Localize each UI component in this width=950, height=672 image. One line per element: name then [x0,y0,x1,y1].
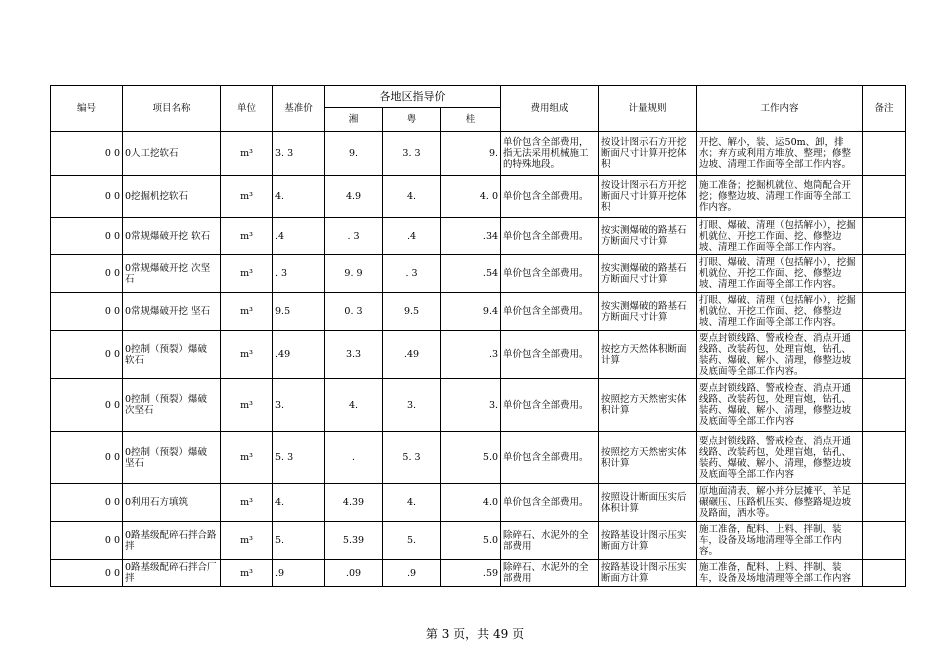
cell-rule: 按实测爆破的路基石方断面尺寸计算 [599,255,697,293]
cell-work: 打眼、爆破、清理（包括解小），挖掘机就位、开挖工作面、挖、修整边坡、清理工作面等全部工作内容。 [697,255,863,293]
cell-unit: m³ [221,432,273,484]
cell-xiang: 9. 9 [325,255,383,293]
cell-gui: 3. [441,379,501,432]
cell-cost: 单价包含全部费用。 [501,255,599,293]
cell-cost: 单价包含全部费用。 [501,379,599,432]
cell-yue: 4. [383,484,441,522]
cell-code: 0 0 [51,132,123,176]
cell-xiang: 0. 3 [325,293,383,331]
cell-unit: m³ [221,522,273,560]
cell-gui: .34 [441,218,501,255]
cell-xiang: 3.3 [325,331,383,379]
cell-rule: 按挖方天然体积断面计算 [599,331,697,379]
cell-base-price: 9.5 [273,293,325,331]
cell-rule: 按照挖方天然密实体积计算 [599,379,697,432]
cell-code: 0 0 [51,293,123,331]
table-row [51,132,906,176]
cell-base-price: .4 [273,218,325,255]
cell-gui: 4.0 [441,484,501,522]
cell-cost: 单价包含全部费用。 [501,331,599,379]
cell-unit: m³ [221,176,273,218]
cell-name: 0常规爆破开挖 软石 [123,218,221,255]
cell-xiang: 4.39 [325,484,383,522]
cell-note [863,255,906,293]
cell-base-price: .9 [273,560,325,587]
header-note: 备注 [863,86,906,132]
cell-note [863,522,906,560]
header-work: 工作内容 [697,86,863,132]
cell-name: 0利用石方填筑 [123,484,221,522]
table-row [51,293,906,331]
cell-name: 0挖掘机挖软石 [123,176,221,218]
cell-base-price: 3. [273,379,325,432]
cell-base-price: 5. 3 [273,432,325,484]
cell-code: 0 0 [51,484,123,522]
cell-unit: m³ [221,255,273,293]
cell-yue: 4. [383,176,441,218]
cell-gui: 9.4 [441,293,501,331]
cell-note [863,484,906,522]
cell-xiang: 5.39 [325,522,383,560]
cell-name: 0控制（预裂）爆破 次坚石 [123,379,221,432]
cell-note [863,132,906,176]
cell-base-price: 4. [273,484,325,522]
cell-gui: 9. [441,132,501,176]
cell-code: 0 0 [51,379,123,432]
cell-xiang: 4.9 [325,176,383,218]
table-row [51,331,906,379]
cell-xiang: 4. [325,379,383,432]
cell-work: 开挖、解小，装、运50m、卸，排水；弃方或利用方堆放、整理；修整边坡、清理工作面等全部工作内容。 [697,132,863,176]
header-rule: 计量规则 [599,86,697,132]
cell-name: 0路基级配碎石拌合路拌 [123,522,221,560]
cell-work: 原地面清表、解小并分层摊平、羊足碾碾压、压路机压实、修整路堤边坡及路面，洒水等。 [697,484,863,522]
cell-yue: . 3 [383,255,441,293]
cell-yue: .49 [383,331,441,379]
cell-rule: 按照挖方天然密实体积计算 [599,432,697,484]
header-base-price: 基准价 [273,86,325,132]
table-row [51,218,906,255]
cell-yue: .9 [383,560,441,587]
cell-work: 施工准备；挖掘机就位、炮筒配合开挖；修整边坡、清理工作面等全部工作内容。 [697,176,863,218]
cell-code: 0 0 [51,255,123,293]
page-footer: 第 3 页，共 49 页 [425,627,525,641]
header-gui: 桂 [441,108,501,132]
cell-base-price: 4. [273,176,325,218]
cell-note [863,176,906,218]
cell-xiang: . [325,432,383,484]
cell-code: 0 0 [51,432,123,484]
cell-note [863,293,906,331]
cell-gui: 5.0 [441,522,501,560]
header-yue: 粤 [383,108,441,132]
table-row [51,379,906,432]
cell-rule: 按路基设计图示压实断面方计算 [599,560,697,587]
cell-yue: 3. [383,379,441,432]
cell-name: 0控制（预裂）爆破 坚石 [123,432,221,484]
cell-unit: m³ [221,560,273,587]
cell-note [863,379,906,432]
cell-gui: .54 [441,255,501,293]
cell-name: 0路基级配碎石拌合厂拌 [123,560,221,587]
cell-cost: 单价包含全部费用。 [501,432,599,484]
cell-gui: 4. 0 [441,176,501,218]
header-cost: 费用组成 [501,86,599,132]
cell-cost: 单价包含全部费用。 [501,176,599,218]
table-row [51,522,906,560]
cell-work: 打眼、爆破、清理（包括解小），挖掘机就位、开挖工作面、挖、修整边坡、清理工作面等全部工作内容。 [697,218,863,255]
header-unit: 单位 [221,86,273,132]
cell-base-price: .49 [273,331,325,379]
cell-note [863,432,906,484]
cell-yue: 3. 3 [383,132,441,176]
cell-unit: m³ [221,293,273,331]
cell-gui: 5.0 [441,432,501,484]
cell-yue: 5. [383,522,441,560]
cell-code: 0 0 [51,176,123,218]
header-name: 项目名称 [123,86,221,132]
table-row [51,255,906,293]
table-row [51,432,906,484]
cell-note [863,218,906,255]
cell-cost: 单价包含全部费用，指无法采用机械施工的特殊地段。 [501,132,599,176]
cell-yue: 9.5 [383,293,441,331]
cell-xiang: 9. [325,132,383,176]
cell-code: 0 0 [51,522,123,560]
table-row [51,484,906,522]
cell-name: 0常规爆破开挖 坚石 [123,293,221,331]
cell-base-price: 5. [273,522,325,560]
cell-work: 要点封锁线路、警戒检查、消点开通线路、改装药包，处理盲炮，钻孔、装药、爆破、解小、清理，修整边坡及底面等全部工作内容 [697,432,863,484]
header-xiang: 湘 [325,108,383,132]
cell-name: 0常规爆破开挖 次坚石 [123,255,221,293]
cell-unit: m³ [221,331,273,379]
header-code: 编号 [51,86,123,132]
cell-work: 施工准备，配料、上料、拌制、装车，设备及场地清理等全部工作内容 [697,560,863,587]
cell-work: 打眼、爆破、清理（包括解小），挖掘机就位、开挖工作面、挖、修整边坡、清理工作面等全部工作内容。 [697,293,863,331]
cell-note [863,331,906,379]
cell-work: 要点封锁线路、警戒检查、消点开通线路、改装药包，处理盲炮，钻孔、装药、爆破、解小、清理，修整边坡及底面等全部工作内容。 [697,331,863,379]
header-regional: 各地区指导价 [325,86,501,108]
cell-cost: 除碎石、水泥外的全部费用 [501,522,599,560]
cell-rule: 按设计图示石方开挖断面尺寸计算开挖体积 [599,176,697,218]
cell-rule: 按照设计断面压实后体积计算 [599,484,697,522]
cell-cost: 单价包含全部费用。 [501,484,599,522]
cell-cost: 除碎石、水泥外的全部费用 [501,560,599,587]
cell-work: 要点封锁线路、警戒检查、消点开通线路、改装药包，处理盲炮，钻孔、装药、爆破、解小、清理，修整边坡及底面等全部工作内容 [697,379,863,432]
cell-name: 0控制（预裂）爆破 软石 [123,331,221,379]
cell-code: 0 0 [51,218,123,255]
cell-xiang: . 3 [325,218,383,255]
cell-work: 施工准备，配料、上料、拌制、装车，设备及场地清理等全部工作内容。 [697,522,863,560]
cell-rule: 按路基设计图示压实断面方计算 [599,522,697,560]
cell-unit: m³ [221,379,273,432]
cell-base-price: . 3 [273,255,325,293]
cell-name: 0人工挖软石 [123,132,221,176]
cell-gui: .59 [441,560,501,587]
cell-rule: 按实测爆破的路基石方断面尺寸计算 [599,218,697,255]
cell-yue: 5. 3 [383,432,441,484]
cell-cost: 单价包含全部费用。 [501,218,599,255]
cell-rule: 按设计图示石方开挖断面尺寸计算开挖体积 [599,132,697,176]
cell-code: 0 0 [51,331,123,379]
table-body [51,132,906,587]
table-row [51,176,906,218]
cell-code: 0 0 [51,560,123,587]
cell-unit: m³ [221,218,273,255]
cell-cost: 单价包含全部费用。 [501,293,599,331]
price-table [50,85,906,587]
cell-xiang: .09 [325,560,383,587]
cell-gui: .3 [441,331,501,379]
cell-unit: m³ [221,484,273,522]
cell-rule: 按实测爆破的路基石方断面尺寸计算 [599,293,697,331]
cell-unit: m³ [221,132,273,176]
table-row [51,560,906,587]
cell-yue: .4 [383,218,441,255]
cell-base-price: 3. 3 [273,132,325,176]
cell-note [863,560,906,587]
